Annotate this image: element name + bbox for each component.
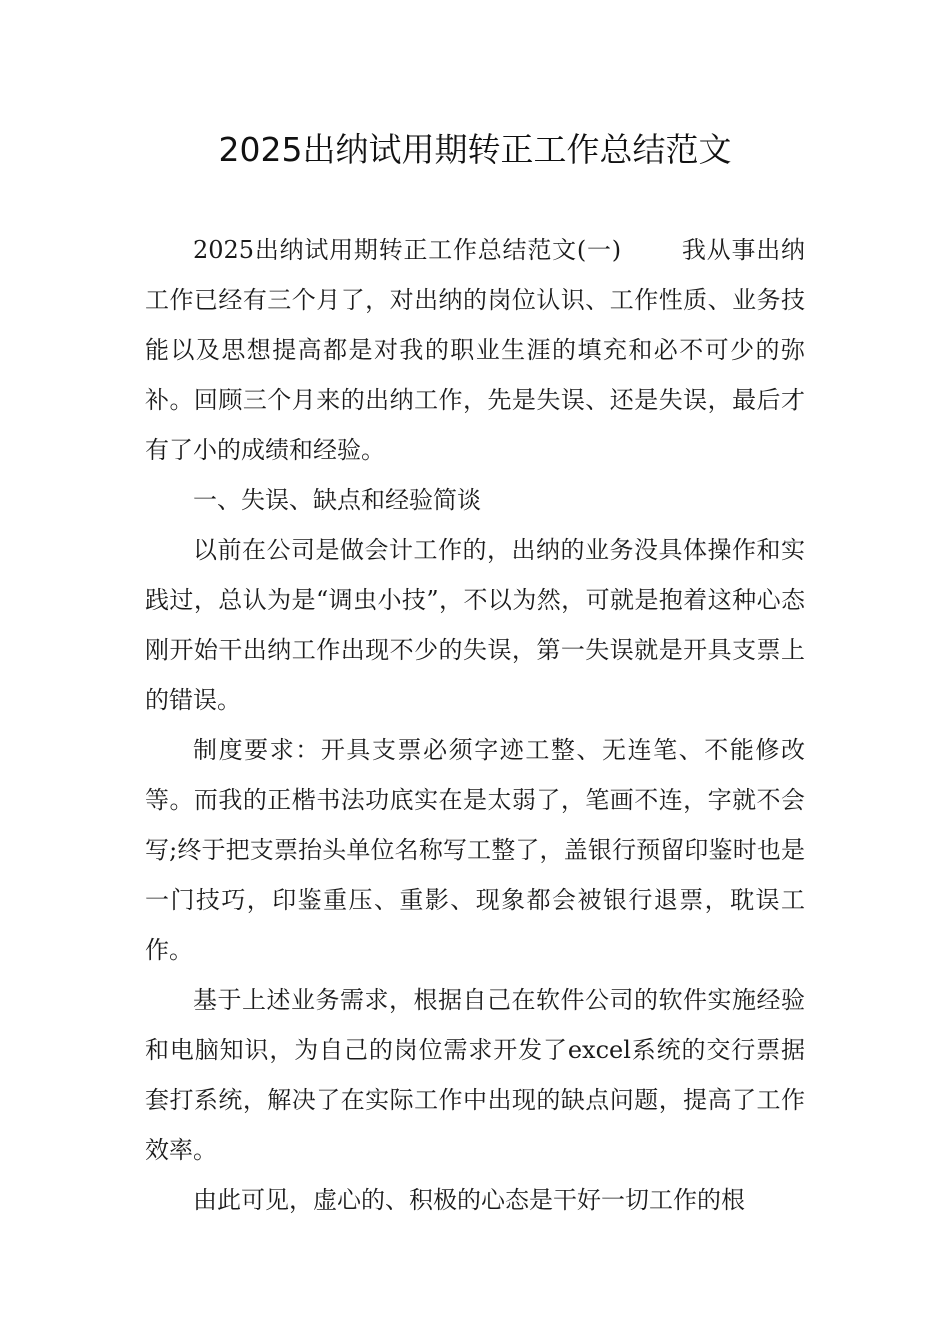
document-title: 2025出纳试用期转正工作总结范文 — [218, 130, 732, 169]
document-body — [145, 225, 805, 1225]
paragraph-cheque-rules: 制度要求：开具支票必须字迹工整、无连笔、不能修改等。而我的正楷书法功底实在是太弱了，笔画不连，字就不会写;终于把支票抬头单位名称写工整了，盖银行预留印鉴时也是一门技巧，印鉴重压、重影、现象都会被银行退票，耽误工作。 — [145, 736, 805, 964]
paragraph-solution: 基于上述业务需求，根据自己在软件公司的软件实施经验和电脑知识，为自己的岗位需求开发了excel系统的交行票据套打系统，解决了在实际工作中出现的缺点问题，提高了工作效率。 — [145, 986, 805, 1164]
paragraph-intro-text: 我从事出纳工作已经有三个月了，对出纳的岗位认识、工作性质、业务技能以及思想提高都是对我的职业生涯的填充和必不可少的弥补。回顾三个月来的出纳工作，先是失误、还是失误，最后才有了小的成绩和经验。 — [145, 236, 805, 464]
section-heading: 一、失误、缺点和经验简谈 — [193, 486, 481, 514]
paragraph-conclusion: 由此可见，虚心的、积极的心态是干好一切工作的根 — [193, 1186, 745, 1214]
paragraph-intro — [145, 225, 805, 475]
paragraph-past-work: 以前在公司是做会计工作的，出纳的业务没具体操作和实践过，总认为是“调虫小技”，不以为然，可就是抱着这种心态刚开始干出纳工作出现不少的失误，第一失误就是开具支票上的错误。 — [145, 536, 805, 714]
paragraph-intro-lead: 2025出纳试用期转正工作总结范文(一) — [193, 236, 622, 264]
